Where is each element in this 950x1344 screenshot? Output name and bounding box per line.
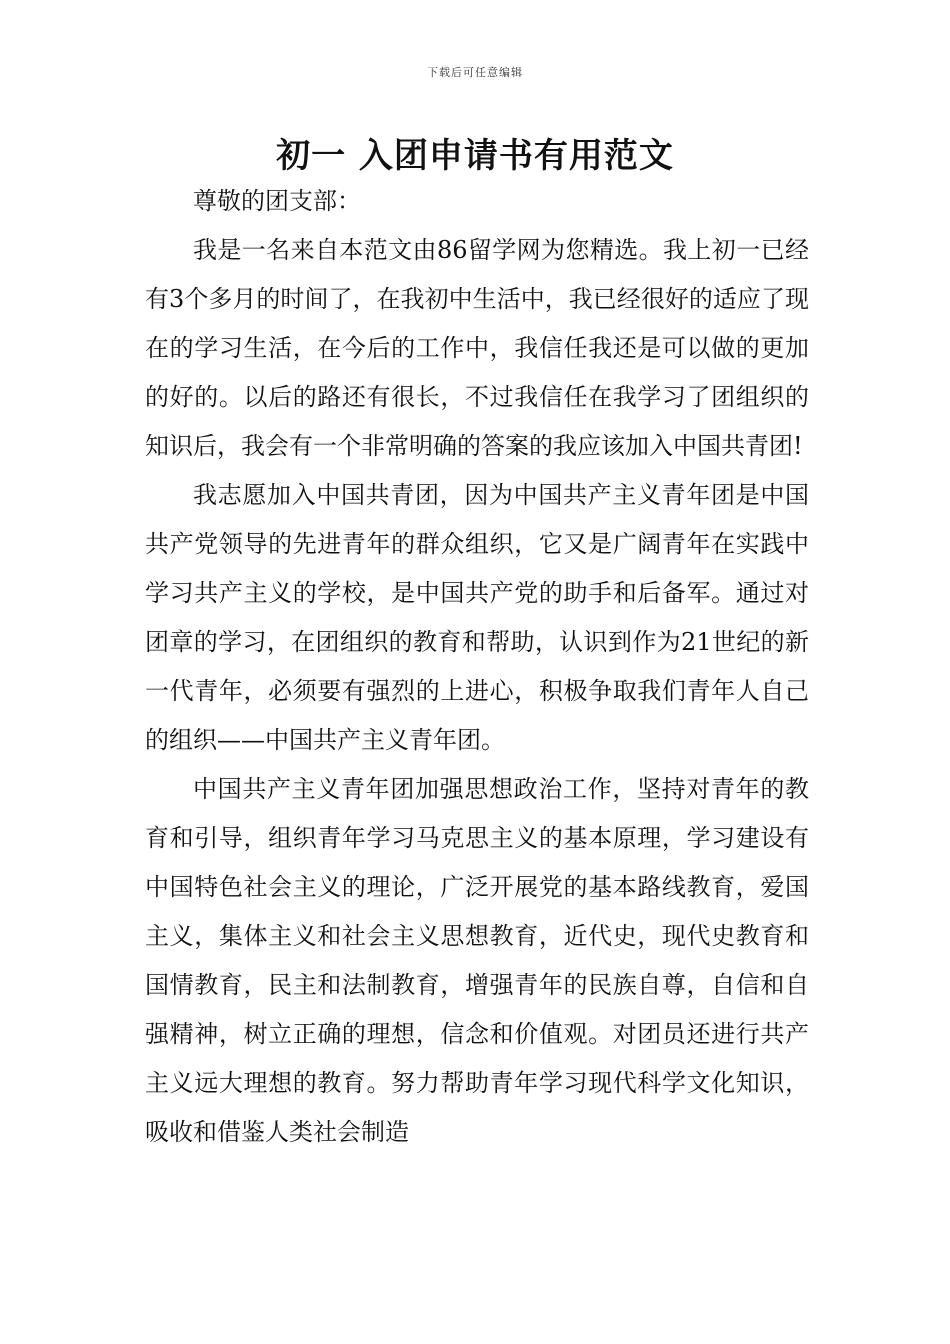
document-title: 初一 入团申请书有用范文 [276, 136, 674, 176]
salutation: 尊敬的团支部： [193, 187, 361, 215]
paragraph-3: 中国共产主义青年团加强思想政治工作，坚持对青年的教育和引导，组织青年学习马克思主义的基本原理，学习建设有中国特色社会主义的理论，广泛开展党的基本路线教育，爱国主义，集体主义和社会主义思想教育，近代史，现代史教育和国情教育，民主和法制教育，增强青年的民族自尊，自信和自强精神，树立正确的理想，信念和价值观。对团员还进行共产主义远大理想的教育。努力帮助青年学习现代科学文化知识，吸收和借鉴人类社会制造 [145, 775, 809, 1146]
header-note: 下载后可任意编辑 [427, 66, 523, 79]
paragraph-2: 我志愿加入中国共青团，因为中国共产主义青年团是中国共产党领导的先进青年的群众组织，它又是广阔青年在实践中学习共产主义的学校，是中国共产党的助手和后备军。通过对团章的学习，在团组织的教育和帮助，认识到作为21世纪的新一代青年，必须要有强烈的上进心，积极争取我们青年人自己的组织——中国共产主义青年团。 [145, 481, 809, 754]
paragraph-1: 我是一名来自本范文由86留学网为您精选。我上初一已经有3个多月的时间了，在我初中生活中，我已经很好的适应了现在的学习生活，在今后的工作中，我信任我还是可以做的更加的好的。以后的路还有很长，不过我信任在我学习了团组织的知识后，我会有一个非常明确的答案的我应该加入中国共青团! [145, 236, 809, 460]
document-body [145, 177, 809, 1157]
